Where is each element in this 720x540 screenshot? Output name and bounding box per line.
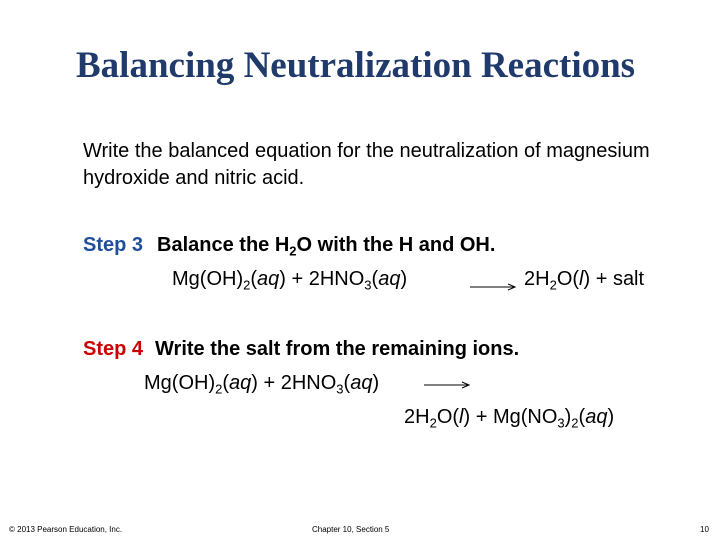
step-3-text-b: O with the H and OH. (296, 234, 496, 256)
step-3-heading (83, 234, 495, 257)
eq-sub: 3 (336, 381, 344, 397)
eq-sub: 2 (549, 277, 557, 293)
eq-state: l (579, 268, 584, 290)
step-4-text: Write the salt from the remaining ions. (155, 338, 520, 360)
eq-state: aq (229, 372, 252, 394)
eq-part: ( (343, 372, 351, 394)
step-4-equation-products (404, 406, 614, 429)
eq-sub: 2 (243, 277, 251, 293)
eq-state: aq (378, 268, 401, 290)
step-4-equation-reactants (144, 372, 379, 395)
footer-chapter: Chapter 10, Section 5 (312, 525, 390, 534)
eq-part: ) + salt (583, 268, 645, 290)
eq-part: ( (222, 372, 230, 394)
eq-part: ) (607, 406, 615, 428)
eq-part: ) + 2HNO (251, 372, 337, 394)
step-3-text-a: Balance the H (157, 234, 290, 256)
step-3-text-sub: 2 (289, 243, 297, 259)
slide-title: Balancing Neutralization Reactions (76, 45, 636, 86)
eq-state: l (459, 406, 464, 428)
footer-copyright: © 2013 Pearson Education, Inc. (9, 525, 123, 534)
eq-part: ) (372, 372, 380, 394)
footer-page-number: 10 (700, 525, 709, 534)
eq-sub: 2 (571, 415, 579, 431)
eq-state: aq (257, 268, 280, 290)
step-3-equation-reactants (172, 268, 407, 291)
eq-part: 2H (404, 406, 430, 428)
reaction-arrow-icon (470, 282, 516, 292)
eq-sub: 3 (557, 415, 565, 431)
reaction-arrow-icon (424, 380, 470, 390)
step-4-label: Step 4 (83, 338, 144, 360)
eq-part: O( (436, 406, 460, 428)
eq-part: Mg(OH) (172, 268, 244, 290)
eq-state: aq (350, 372, 373, 394)
eq-part: 2H (524, 268, 550, 290)
step-3-equation-products (524, 268, 644, 291)
eq-part: ) (400, 268, 408, 290)
eq-part: ) (564, 406, 572, 428)
eq-sub: 3 (364, 277, 372, 293)
step-3-label: Step 3 (83, 234, 144, 256)
eq-sub: 2 (429, 415, 437, 431)
eq-part: ( (578, 406, 586, 428)
eq-part: ) + 2HNO (279, 268, 365, 290)
eq-part: O( (556, 268, 580, 290)
step-4-heading (83, 338, 519, 361)
eq-part: Mg(OH) (144, 372, 216, 394)
eq-part: ( (250, 268, 258, 290)
eq-sub: 2 (215, 381, 223, 397)
eq-state: aq (585, 406, 608, 428)
eq-part: ( (371, 268, 379, 290)
eq-part: ) + Mg(NO (463, 406, 558, 428)
problem-statement: Write the balanced equation for the neutralization of magnesium hydroxide and nitric acid. (83, 140, 650, 189)
